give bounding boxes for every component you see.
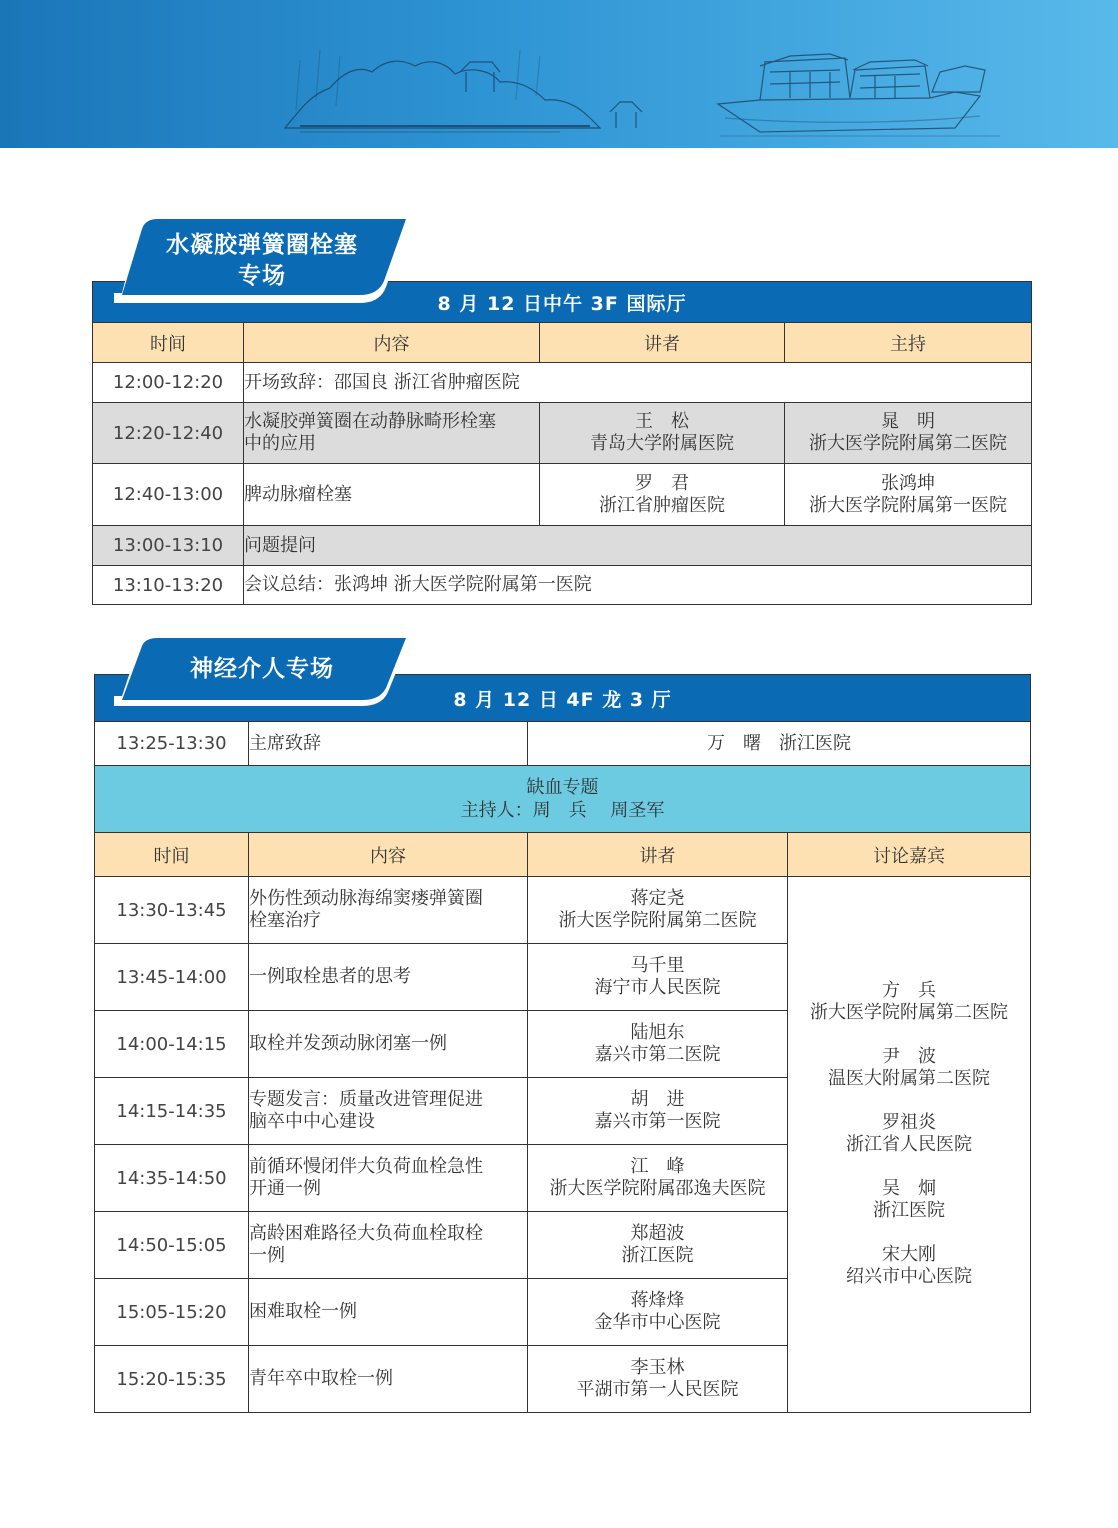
header-time: 时间 (95, 833, 249, 877)
row-content: 水凝胶弹簧圈在动静脉畸形栓塞 中的应用 (244, 403, 540, 464)
row-speaker: 郑超波 浙江医院 (528, 1212, 788, 1279)
row-speaker: 马千里 海宁市人民医院 (528, 944, 788, 1011)
table-row (93, 363, 1032, 403)
row-content: 问题提问 (244, 526, 1032, 566)
row-speaker: 蒋烽烽 金华市中心医院 (528, 1279, 788, 1346)
table-row (93, 526, 1032, 566)
row-host: 张鸿坤 浙大医学院附属第一医院 (785, 464, 1032, 526)
header-row (95, 833, 1031, 877)
row-host: 晁 明 浙大医学院附属第二医院 (785, 403, 1032, 464)
row-speaker: 罗 君 浙江省肿瘤医院 (540, 464, 785, 526)
row-content: 专题发言：质量改进管理促进 脑卒中中心建设 (249, 1078, 528, 1145)
row-content: 困难取栓一例 (249, 1279, 528, 1346)
row-time: 13:25-13:30 (95, 722, 249, 766)
header-banner (0, 0, 1118, 148)
row-speaker: 陆旭东 嘉兴市第二医院 (528, 1011, 788, 1078)
header-speaker: 讲者 (528, 833, 788, 877)
header-time: 时间 (93, 323, 244, 363)
table-row (95, 877, 1031, 944)
section-title-line2: 专场 (238, 263, 286, 289)
header-host: 主持 (785, 323, 1032, 363)
session-bar: 8 月 12 日中午 3F 国际厅 (93, 282, 1032, 323)
row-time: 13:30-13:45 (95, 877, 249, 944)
row-content: 会议总结：张鸿坤 浙大医学院附属第一医院 (244, 566, 1032, 605)
topic-header (95, 766, 1031, 833)
row-content: 脾动脉瘤栓塞 (244, 464, 540, 526)
discussion-panel: 方 兵 浙大医学院附属第二医院 尹 波 温医大附属第二医院 罗祖炎 浙江省人民医院 吴 炯 浙江医院 宋大刚 绍兴市中心医院 (788, 877, 1031, 1413)
row-time: 12:20-12:40 (93, 403, 244, 464)
row-speaker: 蒋定尧 浙大医学院附属第二医院 (528, 877, 788, 944)
topic-row (95, 766, 1031, 833)
section-tab-neuro (114, 638, 410, 706)
row-time: 13:00-13:10 (93, 526, 244, 566)
row-content: 外伤性颈动脉海绵窦瘘弹簧圈 栓塞治疗 (249, 877, 528, 944)
row-time: 15:05-15:20 (95, 1279, 249, 1346)
table-row (93, 464, 1032, 526)
row-time: 12:00-12:20 (93, 363, 244, 403)
header-panel: 讨论嘉宾 (788, 833, 1031, 877)
header-content: 内容 (244, 323, 540, 363)
section-title-line1: 水凝胶弹簧圈栓塞 (166, 232, 358, 258)
table-row (93, 566, 1032, 605)
west-lake-boat-sketch-icon (0, 0, 1118, 148)
row-content: 青年卒中取栓一例 (249, 1346, 528, 1413)
row-speaker: 胡 进 嘉兴市第一医院 (528, 1078, 788, 1145)
row-time: 12:40-13:00 (93, 464, 244, 526)
table-row (93, 403, 1032, 464)
header-speaker: 讲者 (540, 323, 785, 363)
row-content: 开场致辞：邵国良 浙江省肿瘤医院 (244, 363, 1032, 403)
row-time: 14:35-14:50 (95, 1145, 249, 1212)
row-time: 14:15-14:35 (95, 1078, 249, 1145)
row-speaker: 万 曙 浙江医院 (528, 722, 1031, 766)
row-content: 前循环慢闭伴大负荷血栓急性 开通一例 (249, 1145, 528, 1212)
row-content: 高龄困难路径大负荷血栓取栓 一例 (249, 1212, 528, 1279)
schedule-table-hydrogel (92, 281, 1032, 605)
row-time: 15:20-15:35 (95, 1346, 249, 1413)
row-time: 13:10-13:20 (93, 566, 244, 605)
row-speaker: 李玉林 平湖市第一人民医院 (528, 1346, 788, 1413)
row-content: 主席致辞 (249, 722, 528, 766)
row-time: 14:00-14:15 (95, 1011, 249, 1078)
topic-title: 缺血专题 (526, 777, 599, 798)
row-time: 13:45-14:00 (95, 944, 249, 1011)
header-row (93, 323, 1032, 363)
row-speaker: 江 峰 浙大医学院附属邵逸夫医院 (528, 1145, 788, 1212)
opening-row (95, 722, 1031, 766)
row-time: 14:50-15:05 (95, 1212, 249, 1279)
row-content: 取栓并发颈动脉闭塞一例 (249, 1011, 528, 1078)
row-speaker: 王 松 青岛大学附属医院 (540, 403, 785, 464)
section-title: 神经介人专场 (190, 655, 334, 682)
topic-hosts: 主持人：周 兵 周圣军 (460, 800, 665, 821)
section-tab-hydrogel (114, 219, 410, 303)
header-content: 内容 (249, 833, 528, 877)
schedule-table-neuro (94, 674, 1031, 1413)
session-bar: 8 月 12 日 4F 龙 3 厅 (95, 675, 1031, 722)
row-content: 一例取栓患者的思考 (249, 944, 528, 1011)
